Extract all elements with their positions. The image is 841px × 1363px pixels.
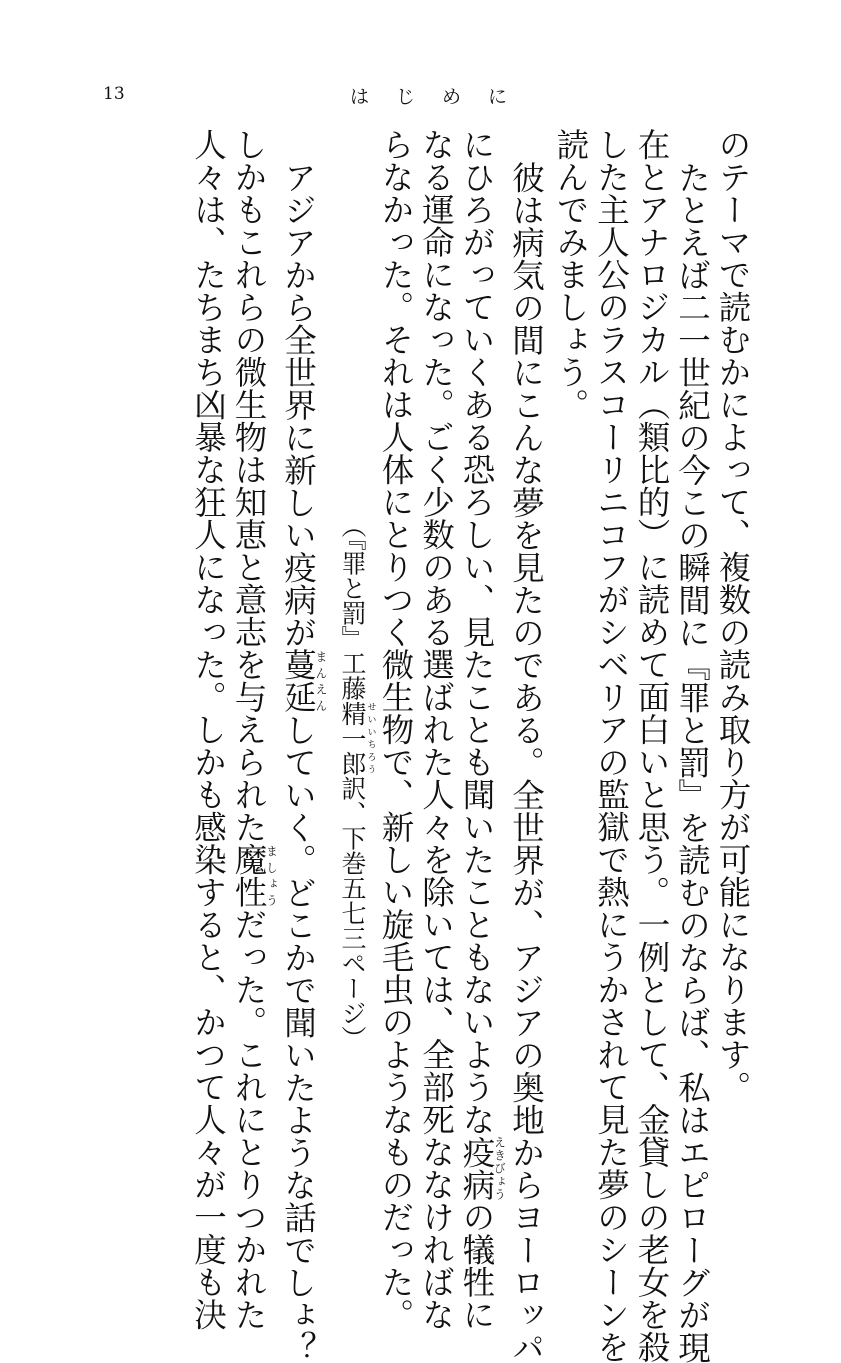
quote-text: にひろがっていくある恐ろしい、見たことも聞いたこともないような [458,128,496,1136]
text-line: のテーマで読むかによって、複数の読み取り方が可能になります。 [714,128,752,1103]
quote-line [457,128,507,1331]
quote-line: らなかった。それは人体にとりつく微生物で、新しい旋毛虫のようなものだった。 [377,128,415,1331]
text-line: 人々は、たちまち凶暴な狂人になった。しかも感染すると、かつて人々が一度も決 [189,128,228,1331]
body-text-run: アジアから全世界に新しい疫病が [279,160,318,648]
ruby-word [458,1135,507,1201]
text-line: した主人公のラスコーリニコフがシベリアの監獄で熱にうかされて見た夢のシーンを [592,128,631,1363]
body-text-run: しかもこれらの微生物は知恵と意志を与えられた [230,128,268,843]
ruby-base: 精一郎 [338,700,367,776]
ruby-word [230,843,279,908]
ruby-reading: ましょう [265,843,279,908]
quote-line: なる運命になった。ごく少数のある選ばれた人々を除いては、全部死ななければな [417,128,456,1331]
ruby-reading: まんえん [314,648,329,713]
text-line: たとえば二一世紀の今この瞬間に『罪と罰』を読むのならば、私はエピローグが現 [673,160,712,1363]
body-text-run: だった。これにとりつかれた [230,908,268,1331]
ruby-base: 疫病 [458,1135,496,1201]
ruby-word [279,648,329,713]
quote-line: 彼は病気の間にこんな夢を見たのである。全世界が、アジアの奥地からヨーロッパ [507,160,546,1363]
body-text [188,128,753,1363]
ruby-base: 蔓延 [279,648,318,713]
quote-text: の犠牲に [458,1200,496,1331]
ruby-base: 魔性 [230,843,268,908]
page-number: 13 [103,84,125,104]
text-line [278,128,329,1363]
ruby-reading: せいいちろう [365,700,376,776]
text-line: 在とアナロジカル（類比的）に読めて面白いと思う。一例として、金貸しの老女を殺 [633,128,671,1363]
body-text-run: していく。どこかで聞いたような話でしょ？ [279,713,318,1363]
text-line: 読んでみましょう。 [552,128,590,421]
text-line [229,128,279,1331]
citation [332,128,376,1138]
ruby-word [338,700,376,776]
citation-text: （『罪と罰』工藤 [338,513,367,701]
running-head: はじめに [350,86,535,108]
citation-text: 訳、下巻五七三ページ） [338,775,367,1051]
ruby-reading: えきびょう [493,1135,507,1201]
